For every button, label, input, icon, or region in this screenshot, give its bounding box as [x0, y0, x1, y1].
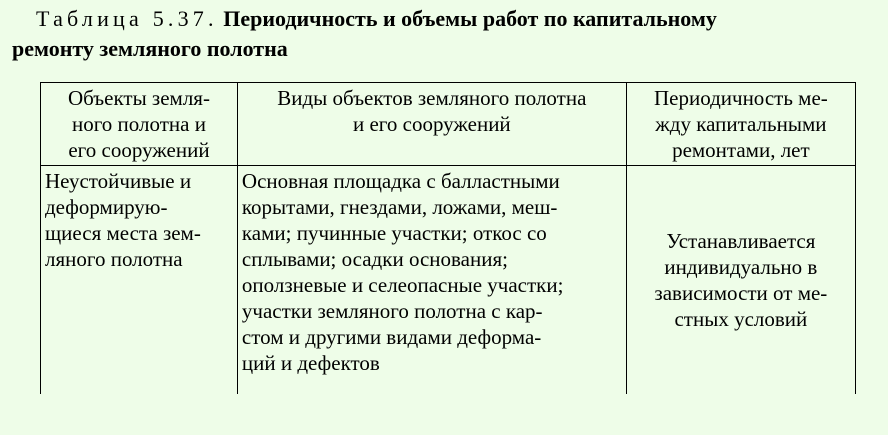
cell-periodicity-line: зависимости от ме-	[654, 281, 828, 305]
cell-kinds-line: стом и другими видами деформа-	[241, 325, 542, 349]
caption-title-part1: Периодичность и объемы работ по капитальному	[223, 6, 717, 31]
cell-objects-line: деформирую-	[45, 195, 168, 219]
cell-kinds	[237, 166, 626, 395]
header-periodicity-line: ремонтами, лет	[672, 138, 810, 162]
header-objects	[41, 83, 238, 166]
repair-table	[40, 82, 856, 394]
header-periodicity-line: Периодичность ме-	[653, 86, 828, 110]
cell-periodicity-line: стных условий	[674, 307, 808, 331]
header-periodicity	[626, 83, 855, 166]
cell-objects-line: щиеся места зем-	[45, 221, 201, 245]
cell-kinds-line: ций и дефектов	[241, 351, 380, 375]
caption-title-part2: ремонту земляного полотна	[12, 36, 288, 61]
cell-objects-line: ляного полотна	[45, 247, 183, 271]
header-objects-line: ного полотна и	[71, 112, 206, 136]
cell-periodicity-line: Устанавливается	[666, 229, 816, 253]
cell-kinds-line: оползневые и селеопасные участки;	[241, 273, 564, 297]
cell-kinds-line: участки земляного полотна с кар-	[241, 299, 543, 323]
caption-label: Таблица 5.37.	[36, 6, 218, 31]
header-objects-line: Объекты земля-	[67, 86, 210, 110]
header-periodicity-line: жду капитальными	[655, 112, 827, 136]
cell-periodicity	[626, 166, 855, 395]
header-objects-line: его сооружений	[68, 138, 210, 162]
cell-objects-line: Неустойчивые и	[45, 169, 192, 193]
header-kinds-line: и его сооружений	[352, 112, 511, 136]
cell-kinds-line: корытами, гнездами, ложами, меш-	[241, 195, 558, 219]
table-header-row	[41, 83, 856, 166]
cell-kinds-line: ками; пучинные участки; откос со	[241, 221, 547, 245]
table-caption	[12, 4, 884, 64]
cell-kinds-line: сплывами; осадки основания;	[241, 247, 508, 271]
cell-kinds-line: Основная площадка с балластными	[241, 169, 560, 193]
header-kinds	[237, 83, 626, 166]
cell-objects	[41, 166, 238, 395]
table-row	[41, 166, 856, 395]
header-kinds-line: Виды объектов земляного полотна	[277, 86, 587, 110]
cell-periodicity-line: индивидуально в	[664, 255, 818, 279]
